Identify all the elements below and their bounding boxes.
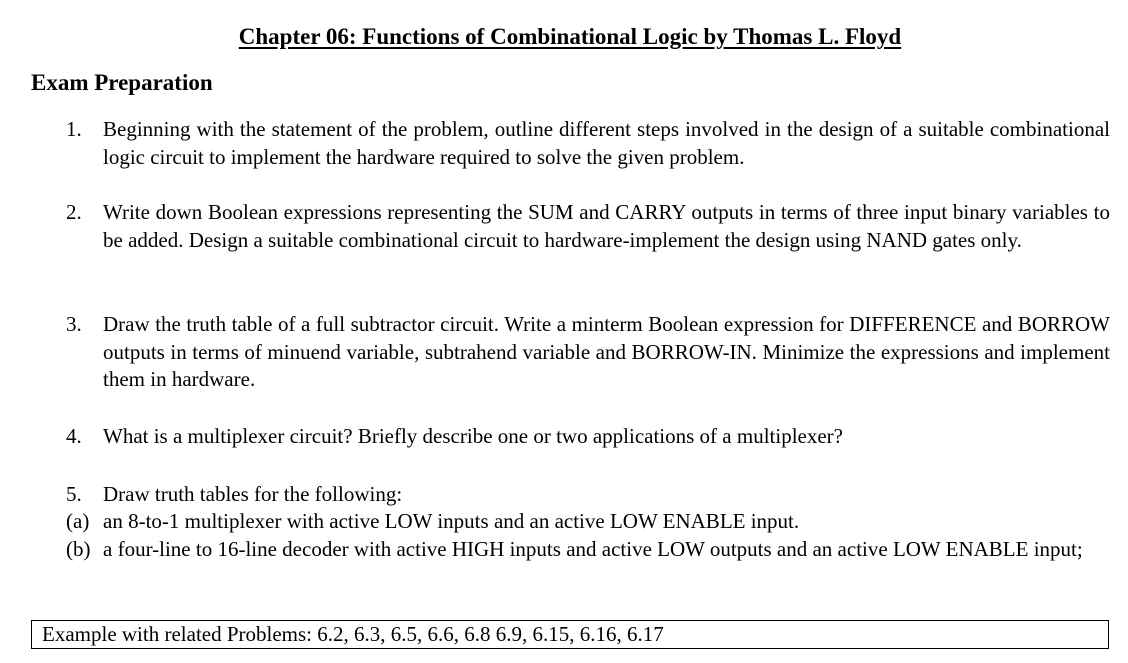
related-problems-box: Example with related Problems: 6.2, 6.3, 6.5, 6.6, 6.8 6.9, 6.15, 6.16, 6.17 — [31, 620, 1109, 649]
question-text: Write down Boolean expressions representing the SUM and CARRY outputs in terms of three input binary variables to be added. Design a suitable combinational circuit to hardware-implement the design using NAND gates only. — [103, 200, 1110, 252]
question-number: 1. — [66, 117, 82, 141]
question-number: 3. — [66, 312, 82, 336]
question-number: 4. — [66, 424, 82, 448]
question-number: 2. — [66, 200, 82, 224]
part-text: an 8-to-1 multiplexer with active LOW inputs and an active LOW ENABLE input. — [103, 509, 800, 533]
section-heading: Exam Preparation — [31, 70, 213, 95]
question-number: 5. — [66, 482, 82, 506]
question-text: What is a multiplexer circuit? Briefly describe one or two applications of a multiplexer? — [103, 424, 843, 448]
page-title: Chapter 06: Functions of Combinational Logic by Thomas L. Floyd — [238, 24, 902, 49]
question-text: Draw the truth table of a full subtractor circuit. Write a minterm Boolean expression for DIFFERENCE and BORROW outputs in terms of minuend variable, subtrahend variable and BORROW-IN. Minimize the expressions and implement them in hardware. — [103, 312, 1110, 391]
part-label: (b) — [66, 537, 91, 561]
part-text: a four-line to 16-line decoder with active HIGH inputs and active LOW outputs and an active LOW ENABLE input; — [103, 537, 1083, 561]
question-text: Draw truth tables for the following: — [103, 482, 403, 506]
part-label: (a) — [66, 509, 90, 533]
question-text: Beginning with the statement of the problem, outline different steps involved in the design of a suitable combinational logic circuit to implement the hardware required to solve the given problem. — [103, 117, 1110, 169]
